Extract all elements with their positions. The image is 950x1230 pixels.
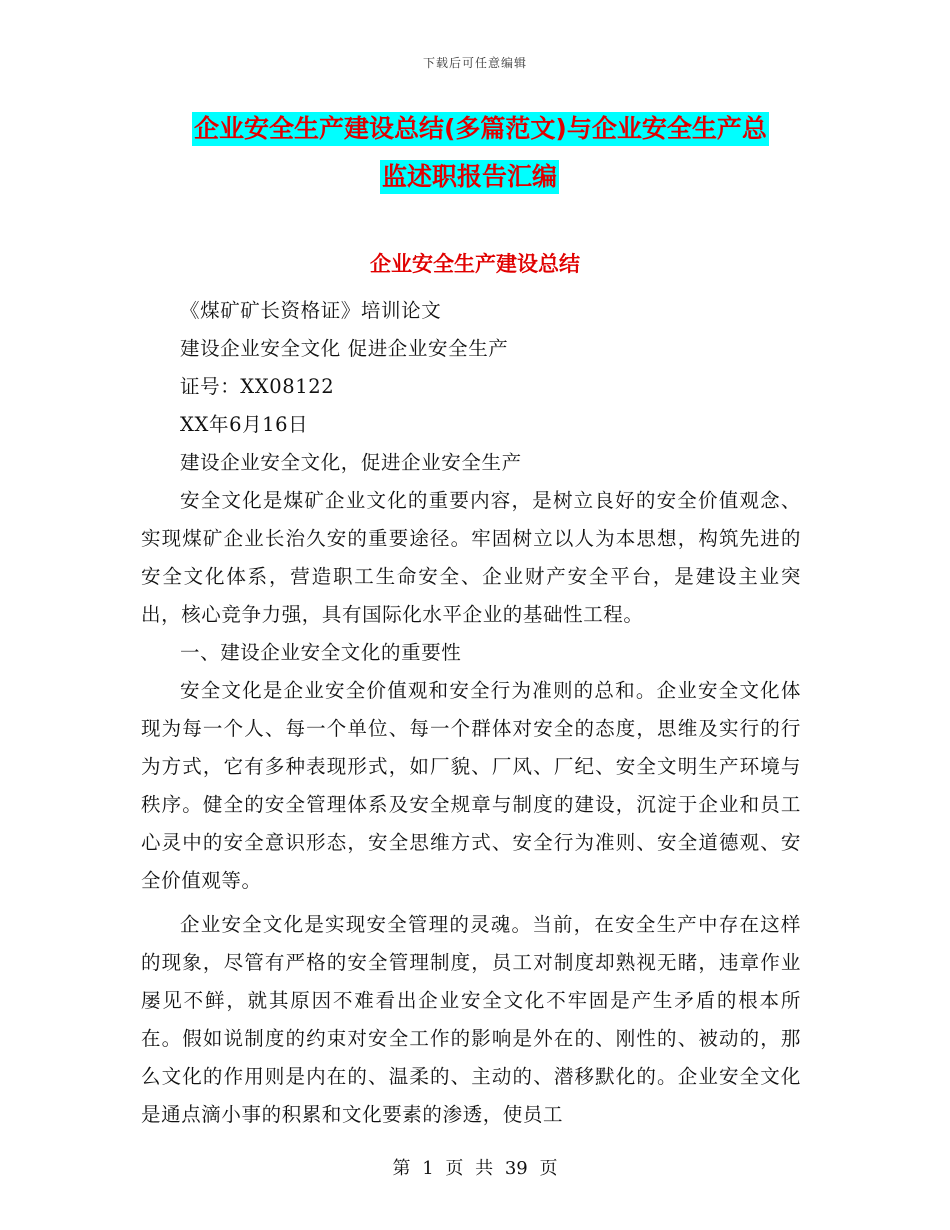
document-title-line-1: 企业安全生产建设总结(多篇范文)与企业安全生产总 (192, 112, 769, 146)
paragraph-9: 企业安全文化是实现安全管理的灵魂。当前，在安全生产中存在这样的现象，尽管有严格的安全管理制度，员工对制度却熟视无睹，违章作业屡见不鲜，就其原因不难看出企业安全文化不牢固是产生矛盾的根本所在。假如说制度的约束对安全工作的影响是外在的、刚性的、被动的，那么文化的作用则是内在的、温柔的、主动的、潜移默化的。企业安全文化是通点滴小事的积累和文化要素的渗透，使员工 (141, 913, 801, 1126)
paragraph-4: XX年6月16日 (180, 413, 309, 436)
page-header-note: 下载后可任意编辑 (422, 56, 527, 70)
paragraph-6: 安全文化是煤矿企业文化的重要内容，是树立良好的安全价值观念、实现煤矿企业长治久安的重要途径。牢固树立以人为本思想，构筑先进的安全文化体系，营造职工生命安全、企业财产安全平台，是建设主业突出，核心竞争力强，具有国际化水平企业的基础性工程。 (141, 489, 801, 626)
page-footer: 第 1 页 共 39 页 (392, 1158, 558, 1179)
section-title: 企业安全生产建设总结 (370, 252, 580, 276)
document-title-line-2: 监述职报告汇编 (380, 160, 559, 194)
paragraph-7: 一、建设企业安全文化的重要性 (180, 641, 462, 664)
paragraph-3: 证号：XX08122 (180, 375, 335, 398)
paragraph-1: 《煤矿矿长资格证》培训论文 (180, 299, 442, 322)
paragraph-8: 安全文化是企业安全价值观和安全行为准则的总和。企业安全文化体现为每一个人、每一个单位、每一个群体对安全的态度，思维及实行的行为方式，它有多种表现形式，如厂貌、厂风、厂纪、安全文明生产环境与秩序。健全的安全管理体系及安全规章与制度的建设，沉淀于企业和员工心灵中的安全意识形态，安全思维方式、安全行为准则、安全道德观、安全价值观等。 (141, 679, 801, 892)
paragraph-5: 建设企业安全文化，促进企业安全生产 (180, 451, 522, 474)
paragraph-2: 建设企业安全文化 促进企业安全生产 (180, 337, 509, 360)
document-body (141, 292, 801, 1134)
